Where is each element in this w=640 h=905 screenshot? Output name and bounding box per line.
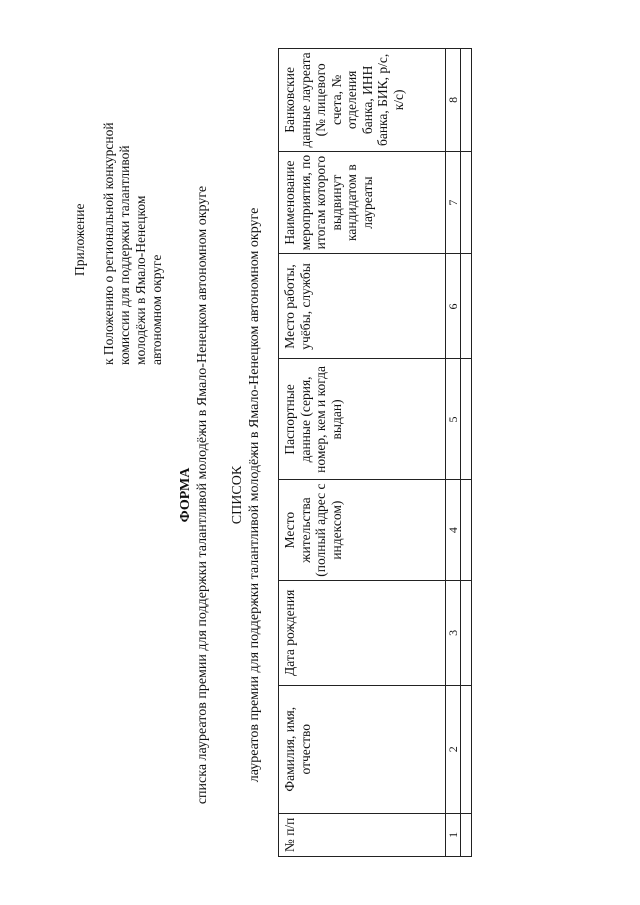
header-cell: Фамилия, имя, отчество [279,685,446,813]
empty-cell [461,254,472,359]
column-number-cell: 2 [446,685,461,813]
appendix-caption-line: автономном округе [149,254,164,365]
empty-cell [461,813,472,856]
column-number-cell: 1 [446,813,461,856]
header-cell: Наименование мероприятия, по итогам которого выдвинут кандидатом в лауреаты [279,151,446,254]
table-number-row [446,49,461,857]
column-number-cell: 7 [446,151,461,254]
table-header-row [279,49,446,857]
column-number-cell: 8 [446,49,461,152]
appendix-caption-line: комиссии для поддержки талантливой [117,145,132,365]
appendix-block [72,122,165,365]
empty-cell [461,359,472,480]
header-cell: Место работы, учёбы, службы [279,254,446,359]
form-subtitle: списка лауреатов премии для поддержки талантливой молодёжи в Ямало-Ненецком автономном округе [195,185,210,805]
empty-cell [461,580,472,685]
appendix-caption-line: к Положению о региональной конкурсной [101,122,116,365]
header-cell: № п/п [279,813,446,856]
header-cell: Банковские данные лауреата (№ лицевого счета, № отделения банка, ИНН банка, БИК, р/с, к/с) [279,49,446,152]
empty-cell [461,685,472,813]
column-number-cell: 3 [446,580,461,685]
empty-cell [461,480,472,580]
list-title: СПИСОК [230,465,245,525]
form-title: ФОРМА [178,467,193,523]
column-number-cell: 4 [446,480,461,580]
column-number-cell: 6 [446,254,461,359]
list-subtitle: лауреатов премии для поддержки талантливой молодёжи в Ямало-Ненецком автономном округе [247,207,262,783]
empty-cell [461,49,472,152]
header-cell: Паспортные данные (серия, номер, кем и когда выдан) [279,359,446,480]
empty-cell [461,151,472,254]
column-number-cell: 5 [446,359,461,480]
header-cell: Дата рождения [279,580,446,685]
laureates-table [278,48,472,857]
appendix-caption-line: молодёжи в Ямало-Ненецком [133,195,148,365]
appendix-label: Приложение [72,203,87,276]
header-cell: Место жительства (полный адрес с индексом) [279,480,446,580]
table-empty-row [461,49,472,857]
